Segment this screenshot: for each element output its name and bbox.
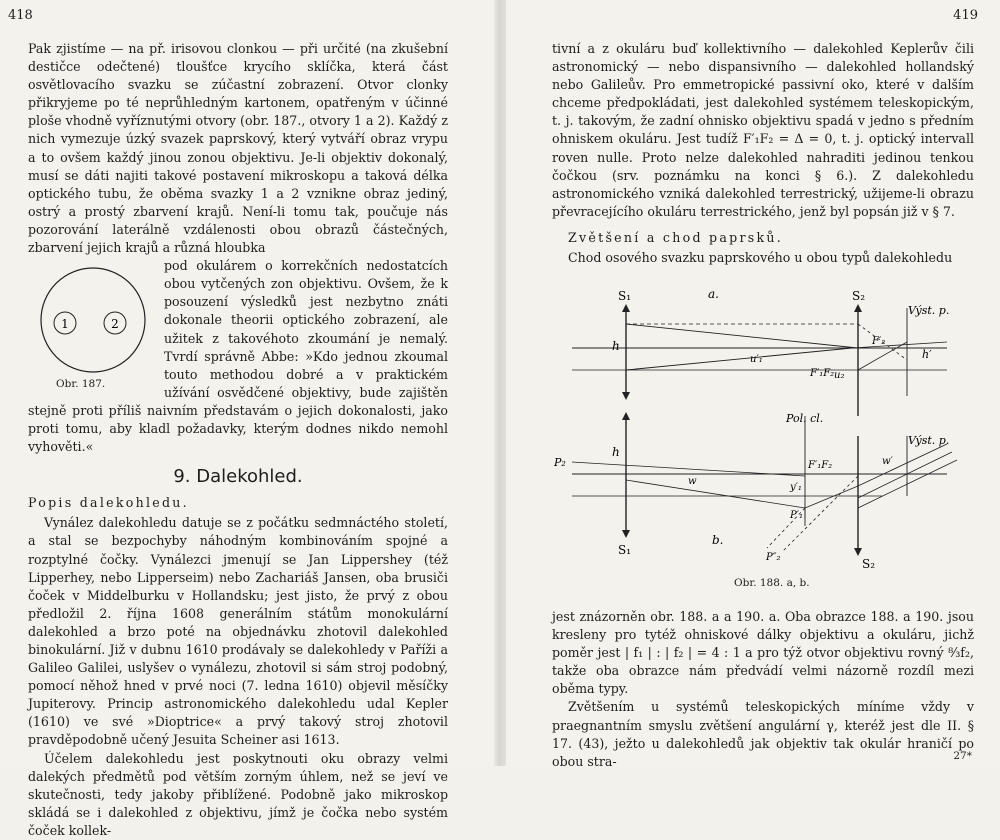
figure-187-label-1: 1 (61, 317, 69, 332)
paragraph-history-2: Účelem dalekohledu jest poskytnouti oku obrazy velmi dalekých předmětů pod větším zorným úhlem, než se jeví ve skutečnosti, tedy jakoby přiblížené. Podobně jako mikroskop skládá se i dalekohled z objektivu, jímž je čočka nebo systém čoček kollek- (28, 750, 448, 838)
subsection-title: Popis dalekohledu. (28, 495, 189, 511)
figure-188-label-s1-b: S₁ (618, 543, 632, 557)
paragraph-top: tivní a z okuláru buď kollektivního — dalekohled Keplerův čili astronomický — nebo dispansivního — dalekohled hollandský nebo Galileův. Pro emmetropické passivní oko, které v dalším chceme předpokládati, jest dalekohled systémem teleskopickým, t. j. takovým, že zadní ohnisko objektivu spadá v jedno s předním ohniskem okuláru. Jest tudíž F′₁F₂ = Δ = 0, t. j. optický intervall roven nulle. Proto nelze dalekohled nahraditi jedinou tenkou čočkou (srv. poznámku na konci § 6.). Z dalekohledu astronomického vzniká dalekohled terrestrický, užijeme-li obrazu převracejícího okuláru terrestrického, jenž byl popsán již v § 7. (552, 41, 974, 219)
right-page (506, 0, 1000, 769)
figure-187 (28, 265, 158, 391)
paragraph-history-1: Vynález dalekohledu datuje se z počátku sedmnáctého století, a stal se bezpochyby náhodným kombinováním spojné a rozptylné čočky. Vynálezci jmenují se Jan Lippershey (též Lipperhey, nebo Lipperseim) nebo Zachariáš Jansen, oba brusiči čoček v Middelburku v Hollandsku; jest jisto, že prvý z obou předložil 2. října 1608 generálním státům monokulární dalekohled a brzo poté na objednávku zhotovil dalekohled binokulární. Již v dubnu 1610 prodávaly se dalekohledy v Paříži a Galileo Galilei, uslyšev o vynálezu, zhotovil si sám stroj podobný, pomocí něhož hned v prvé noci (7. ledna 1610) objevil měsíčky Jupiterovy. Princip astronomického dalekohledu udal Kepler (1610) ve své »Dioptrice« a prvý takový stroj zhotovil pravděpodobně učený Jesuita Scheiner asi 1613. (28, 515, 448, 748)
left-column (28, 40, 448, 840)
figure-188-label-vyst-a: Výst. p. (908, 304, 950, 317)
figure-188-label-w-prime: w′ (882, 456, 893, 467)
signature-mark: 27* (953, 750, 972, 762)
subsection-title: Zvětšení a chod paprsků. (568, 229, 784, 245)
figure-188-label-h-a: h (612, 339, 620, 353)
right-column-top (552, 40, 974, 267)
paragraph-intro: Pak zjistíme — na př. irisovou clonkou — při určité (na zkušební destičce odečtené) tloušťce krycího sklíčka, která část osvětlovacího svazku se zúčastní zobrazení. Otvor clonky přikryjeme po té neprůhledným kartonem, opatřeným v účinné ploše vhodně vyříznutými otvory (obr. 187., otvory 1 a 2). Každý z nich vymezuje úzký svazek paprskový, který vytváří obraz vrypu a to ovšem každý jinou zonou objektivu. Je-li objektiv dokonalý, musí se dáti najiti takové postavení mikroskopu a taková délka optického tubu, že oběma svazky 1 a 2 vznikne obraz jediný, ostrý a prostý zbarvení krajů. Není-li tomu tak, poučuje nás pozorování laterálně vzdálenosti obou obrazů částečných, zbarvení jejich krajů a různá hloubka (28, 41, 448, 256)
figure-188-label-b: b. (712, 533, 724, 547)
left-page (0, 0, 494, 838)
paragraph-intro-figure: Chod osového svazku paprskového u obou typů dalekohledu (568, 250, 953, 266)
figure-188-label-f2p: F′₂ (872, 336, 886, 347)
figure-188-label-s2-a: S₂ (852, 289, 866, 303)
book-gutter (494, 0, 506, 766)
section-title: 9. Dalekohled. (173, 466, 303, 488)
figure-188-label-f1f2-a: F′₁F₂ (810, 368, 835, 379)
figure-188-label-h-b: h (612, 445, 620, 459)
figure-188-label-w: w (688, 476, 697, 487)
figure-187-label-2: 2 (111, 317, 119, 332)
paragraph-bottom-2: Zvětšením u systémů teleskopických míníme vždy v praegnantním smyslu zvětšení angulární γ, kteréž jest dle II. § 17. (43), ježto u dalekohledů jak objektiv tak okulár hraničí po obou stra- (552, 699, 974, 769)
right-column-bottom (552, 608, 974, 771)
figure-188-label-s2-b: S₂ (862, 557, 876, 571)
page-number: 418 (8, 8, 33, 23)
figure-188-label-u2: u₂ (834, 370, 845, 381)
figure-188-label-p2pp: P″₂ (766, 552, 781, 563)
figure-188-label-pol: Pol. cl. (786, 412, 824, 425)
figure-188-label-vyst-b: Výst. p. (908, 434, 950, 447)
figure-188-label-a: a. (708, 287, 719, 301)
figure-188-caption: Obr. 188. a, b. (734, 577, 810, 589)
figure-188-label-p2: P₂ (554, 456, 566, 469)
figure-188-label-u1: u′₁ (750, 354, 763, 365)
page-number: 419 (953, 8, 978, 23)
figure-188-label-f1f2-b: F′₁F₂ (808, 460, 833, 471)
paragraph-wrap: pod okulárem o korrekčních nedostatcích obou vytčených zon objektivu. Ovšem, že k posouzení výsledků jest nezbytno znáti dokonale theorii optického zobrazení, ale užitek z takovéhoto zkoumání je nemalý. Tvrdí správně Abbe: »Kdo jednou zkoumal touto methodou dobré a v praktickém užívání osvědčené objektivy, bude zajištěn stejně proti příliš naivním představám o jejich dokonalosti, jako proti tomu, aby kladl požadavky, kterým dodnes nikdo nemohl vyhověti.« (28, 258, 448, 455)
paragraph-bottom-1: jest znázorněn obr. 188. a a 190. a. Oba obrazce 188. a 190. jsou kresleny pro tytéž ohniskové dálky objektivu a okuláru, jichž poměr jest | f₁ | : | f₂ | = 4 : 1 a pro týž otvor objektivu rovný ⁸⁄₃f₂, takže oba obrazce nám předvádí velmi názorně rozdíl mezi oběma typy. (552, 609, 974, 697)
figure-188-label-p1: P′₁ (790, 510, 804, 521)
figure-187-caption: Obr. 187. (56, 378, 106, 391)
figure-188-label-h-prime: h′ (922, 348, 932, 361)
figure-188-label-y1: y′₁ (790, 482, 802, 493)
figure-188-label-s1-a: S₁ (618, 289, 632, 303)
figure-187-drawing (28, 265, 158, 375)
figure-188 (552, 286, 982, 576)
